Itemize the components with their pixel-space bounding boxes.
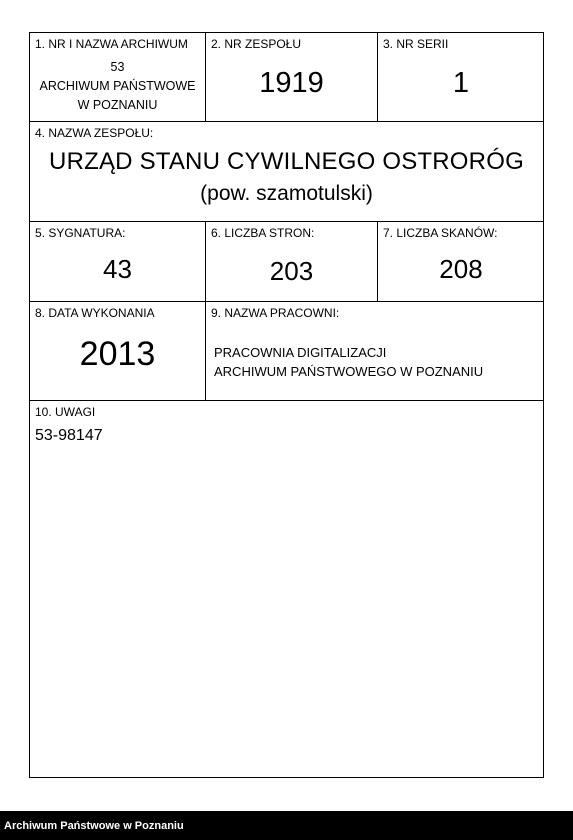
page-count-cell (206, 222, 378, 301)
workshop-line1: PRACOWNIA DIGITALIZACJI (214, 345, 387, 360)
archive-name-line2: W POZNANIU (77, 98, 158, 112)
notes-value: 53-98147 (35, 427, 103, 444)
notes-label: 10. UWAGI (35, 405, 96, 419)
metadata-card (29, 32, 544, 778)
page-count-label: 6. LICZBA STRON: (211, 226, 315, 240)
archive-name-line1: ARCHIWUM PAŃSTWOWE (39, 79, 196, 93)
footer-text: Archiwum Państwowe w Poznaniu (4, 820, 184, 832)
row-counts (30, 222, 543, 302)
fonds-name-line1: URZĄD STANU CYWILNEGO OSTRORÓG (49, 148, 524, 175)
row-fonds-name (30, 122, 543, 222)
date-cell (30, 302, 206, 400)
signature-value: 43 (103, 254, 132, 284)
signature-label: 5. SYGNATURA: (35, 226, 126, 240)
fonds-number-value: 1919 (259, 67, 324, 99)
series-number-value: 1 (452, 67, 470, 99)
page-count-value: 203 (269, 256, 314, 286)
scan-count-cell (378, 222, 544, 301)
row-archive-info (30, 33, 543, 122)
workshop-cell (206, 302, 544, 400)
archive-number: 53 (110, 60, 125, 74)
date-value: 2013 (79, 335, 156, 373)
footer-bar (0, 811, 573, 840)
fonds-name-label: 4. NAZWA ZESPOŁU: (35, 126, 154, 140)
signature-cell (30, 222, 206, 301)
row-date-workshop (30, 302, 543, 401)
series-number-cell (378, 33, 544, 121)
archive-cell (30, 33, 206, 121)
row-notes (30, 401, 543, 777)
fonds-number-cell (206, 33, 378, 121)
workshop-line2: ARCHIWUM PAŃSTWOWEGO W POZNANIU (214, 364, 484, 379)
fonds-name-line2: (pow. szamotulski) (200, 182, 373, 205)
archive-label: 1. NR I NAZWA ARCHIWUM (35, 37, 188, 51)
workshop-label: 9. NAZWA PRACOWNI: (211, 306, 340, 320)
fonds-number-label: 2. NR ZESPOŁU (211, 37, 302, 51)
date-label: 8. DATA WYKONANIA (35, 306, 155, 320)
scan-count-label: 7. LICZBA SKANÓW: (383, 226, 498, 240)
series-number-label: 3. NR SERII (383, 37, 449, 51)
scan-count-value: 208 (439, 254, 483, 284)
